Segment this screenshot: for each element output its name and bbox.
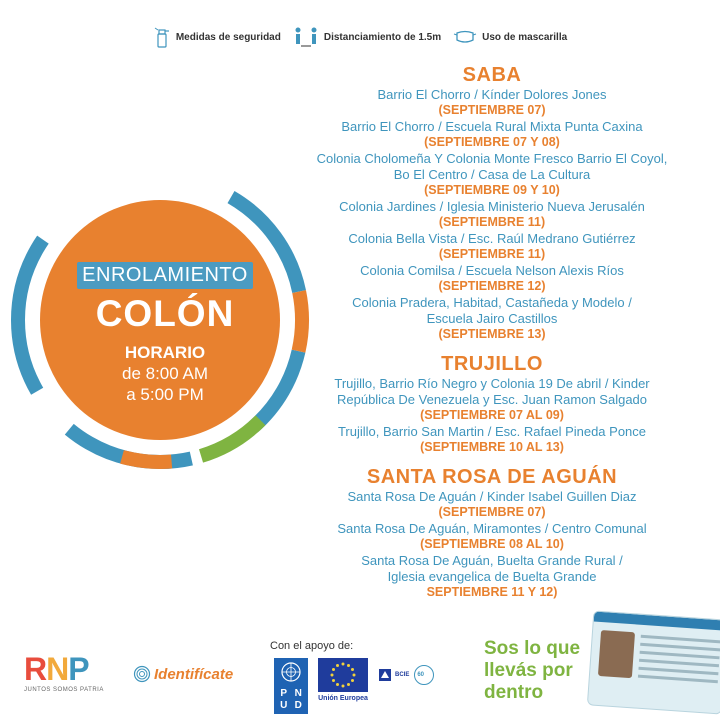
enrollment-badge	[0, 0, 320, 720]
list-item	[280, 119, 704, 150]
sponsor-logos	[274, 658, 424, 714]
city-name: COLÓN	[95, 293, 235, 334]
eu-label: Unión Europea	[318, 695, 368, 702]
rnp-letter-n: N	[46, 651, 69, 687]
list-item	[280, 199, 704, 230]
location-text: Bo El Centro / Casa de La Cultura	[393, 167, 591, 182]
hours-start: de 8:00 AM	[121, 364, 208, 383]
location-text: Colonia Comilsa / Escuela Nelson Alexis Ríos	[360, 263, 624, 278]
slogan-line: Sos lo que	[484, 638, 581, 659]
date-text: (SEPTIEMBRE 11)	[438, 215, 546, 229]
region-title: SABA	[462, 64, 522, 86]
location-text: Iglesia evangelica de Buelta Grande	[387, 569, 597, 584]
date-text: (SEPTIEMBRE 13)	[438, 327, 546, 341]
list-item	[280, 151, 704, 198]
region-saba	[280, 63, 704, 342]
date-text: (SEPTIEMBRE 07)	[438, 505, 546, 519]
hours-end: a 5:00 PM	[126, 385, 204, 404]
un-emblem-icon	[280, 661, 302, 683]
location-text: Colonia Cholomeña Y Colonia Monte Fresco Barrio El Coyol,	[316, 151, 668, 166]
date-text: (SEPTIEMBRE 10 AL 13)	[420, 440, 564, 454]
slogan-line: dentro	[484, 682, 544, 703]
undp-letter: N	[294, 688, 302, 699]
list-item	[280, 424, 704, 455]
bcie-logo	[378, 664, 424, 686]
enrollment-label: ENROLAMIENTO	[77, 262, 253, 289]
identificate-text: Identifícate	[154, 665, 234, 683]
list-item	[280, 295, 704, 342]
badge-text	[60, 262, 270, 405]
location-text: Santa Rosa De Aguán, Miramontes / Centro Comunal	[337, 521, 647, 536]
list-item	[280, 376, 704, 423]
fingerprint-icon	[133, 665, 151, 683]
location-text: Santa Rosa De Aguán, Buelta Grande Rural /	[361, 553, 623, 568]
location-text: República De Venezuela y Esc. Juan Ramon Salgado	[336, 392, 648, 407]
rnp-wordmark	[24, 652, 124, 686]
rnp-tagline: JUNTOS SOMOS PATRIA	[24, 687, 104, 693]
location-text: Barrio El Chorro / Kínder Dolores Jones	[377, 87, 607, 102]
location-text: Barrio El Chorro / Escuela Rural Mixta Punta Caxina	[341, 119, 643, 134]
bcie-anniversary: 60	[417, 672, 425, 678]
eu-logo	[318, 658, 368, 702]
mask-icon	[453, 28, 477, 46]
schedule-heading: HORARIO	[124, 343, 206, 362]
schedule-list	[280, 63, 704, 610]
list-item	[280, 87, 704, 118]
id-card-fields	[638, 635, 720, 688]
safety-item-mask	[453, 28, 567, 46]
list-item	[280, 521, 704, 552]
id-card-photo	[598, 630, 635, 678]
undp-letter: U	[280, 700, 288, 711]
date-text: (SEPTIEMBRE 09 Y 10)	[424, 183, 560, 197]
bcie-name: BCIE	[395, 672, 410, 678]
safety-label: Medidas de seguridad	[175, 31, 281, 43]
date-text: (SEPTIEMBRE 07)	[438, 103, 546, 117]
list-item	[280, 553, 704, 600]
list-item	[280, 231, 704, 262]
bcie-icon	[378, 668, 392, 682]
rnp-letter-p: P	[68, 651, 89, 687]
date-text: (SEPTIEMBRE 11)	[438, 247, 546, 261]
region-title: SANTA ROSA DE AGUÁN	[366, 466, 618, 488]
identificate-logo	[133, 665, 233, 683]
location-text: Trujillo, Barrio Río Negro y Colonia 19 De abril / Kinder	[334, 376, 650, 391]
id-card-image	[587, 610, 720, 714]
location-text: Colonia Pradera, Habitad, Castañeda y Modelo /	[352, 295, 632, 310]
location-text: Santa Rosa De Aguán / Kinder Isabel Guillen Diaz	[347, 489, 637, 504]
slogan	[484, 638, 604, 704]
undp-letter: D	[294, 700, 302, 711]
eu-flag-icon	[318, 658, 368, 692]
date-text: (SEPTIEMBRE 07 AL 09)	[420, 408, 564, 422]
location-text: Colonia Jardines / Iglesia Ministerio Nueva Jerusalén	[339, 199, 645, 214]
safety-label: Uso de mascarilla	[482, 31, 568, 43]
safety-label: Distanciamiento de 1.5m	[323, 31, 442, 43]
region-santa-rosa-de-aguan	[280, 465, 704, 600]
list-item	[280, 489, 704, 520]
location-text: Trujillo, Barrio San Martin / Esc. Rafael Pineda Ponce	[337, 424, 647, 439]
support-label: Con el apoyo de:	[270, 640, 354, 652]
id-card-header	[594, 611, 720, 630]
date-text: (SEPTIEMBRE 12)	[438, 279, 546, 293]
location-text: Escuela Jairo Castillos	[426, 311, 558, 326]
rnp-logo	[24, 652, 124, 693]
date-text: (SEPTIEMBRE 07 Y 08)	[424, 135, 560, 149]
list-item	[280, 263, 704, 294]
region-trujillo	[280, 352, 704, 455]
undp-logo	[274, 658, 308, 714]
slogan-line: llevás por	[484, 660, 573, 681]
sixty-years-icon	[412, 664, 436, 686]
location-text: Colonia Bella Vista / Esc. Raúl Medrano Gutiérrez	[348, 231, 636, 246]
region-title: TRUJILLO	[441, 353, 543, 375]
date-text: SEPTIEMBRE 11 Y 12)	[426, 585, 558, 599]
rnp-letter-r: R	[24, 651, 47, 687]
date-text: (SEPTIEMBRE 08 AL 10)	[420, 537, 564, 551]
undp-letter: P	[280, 688, 288, 699]
